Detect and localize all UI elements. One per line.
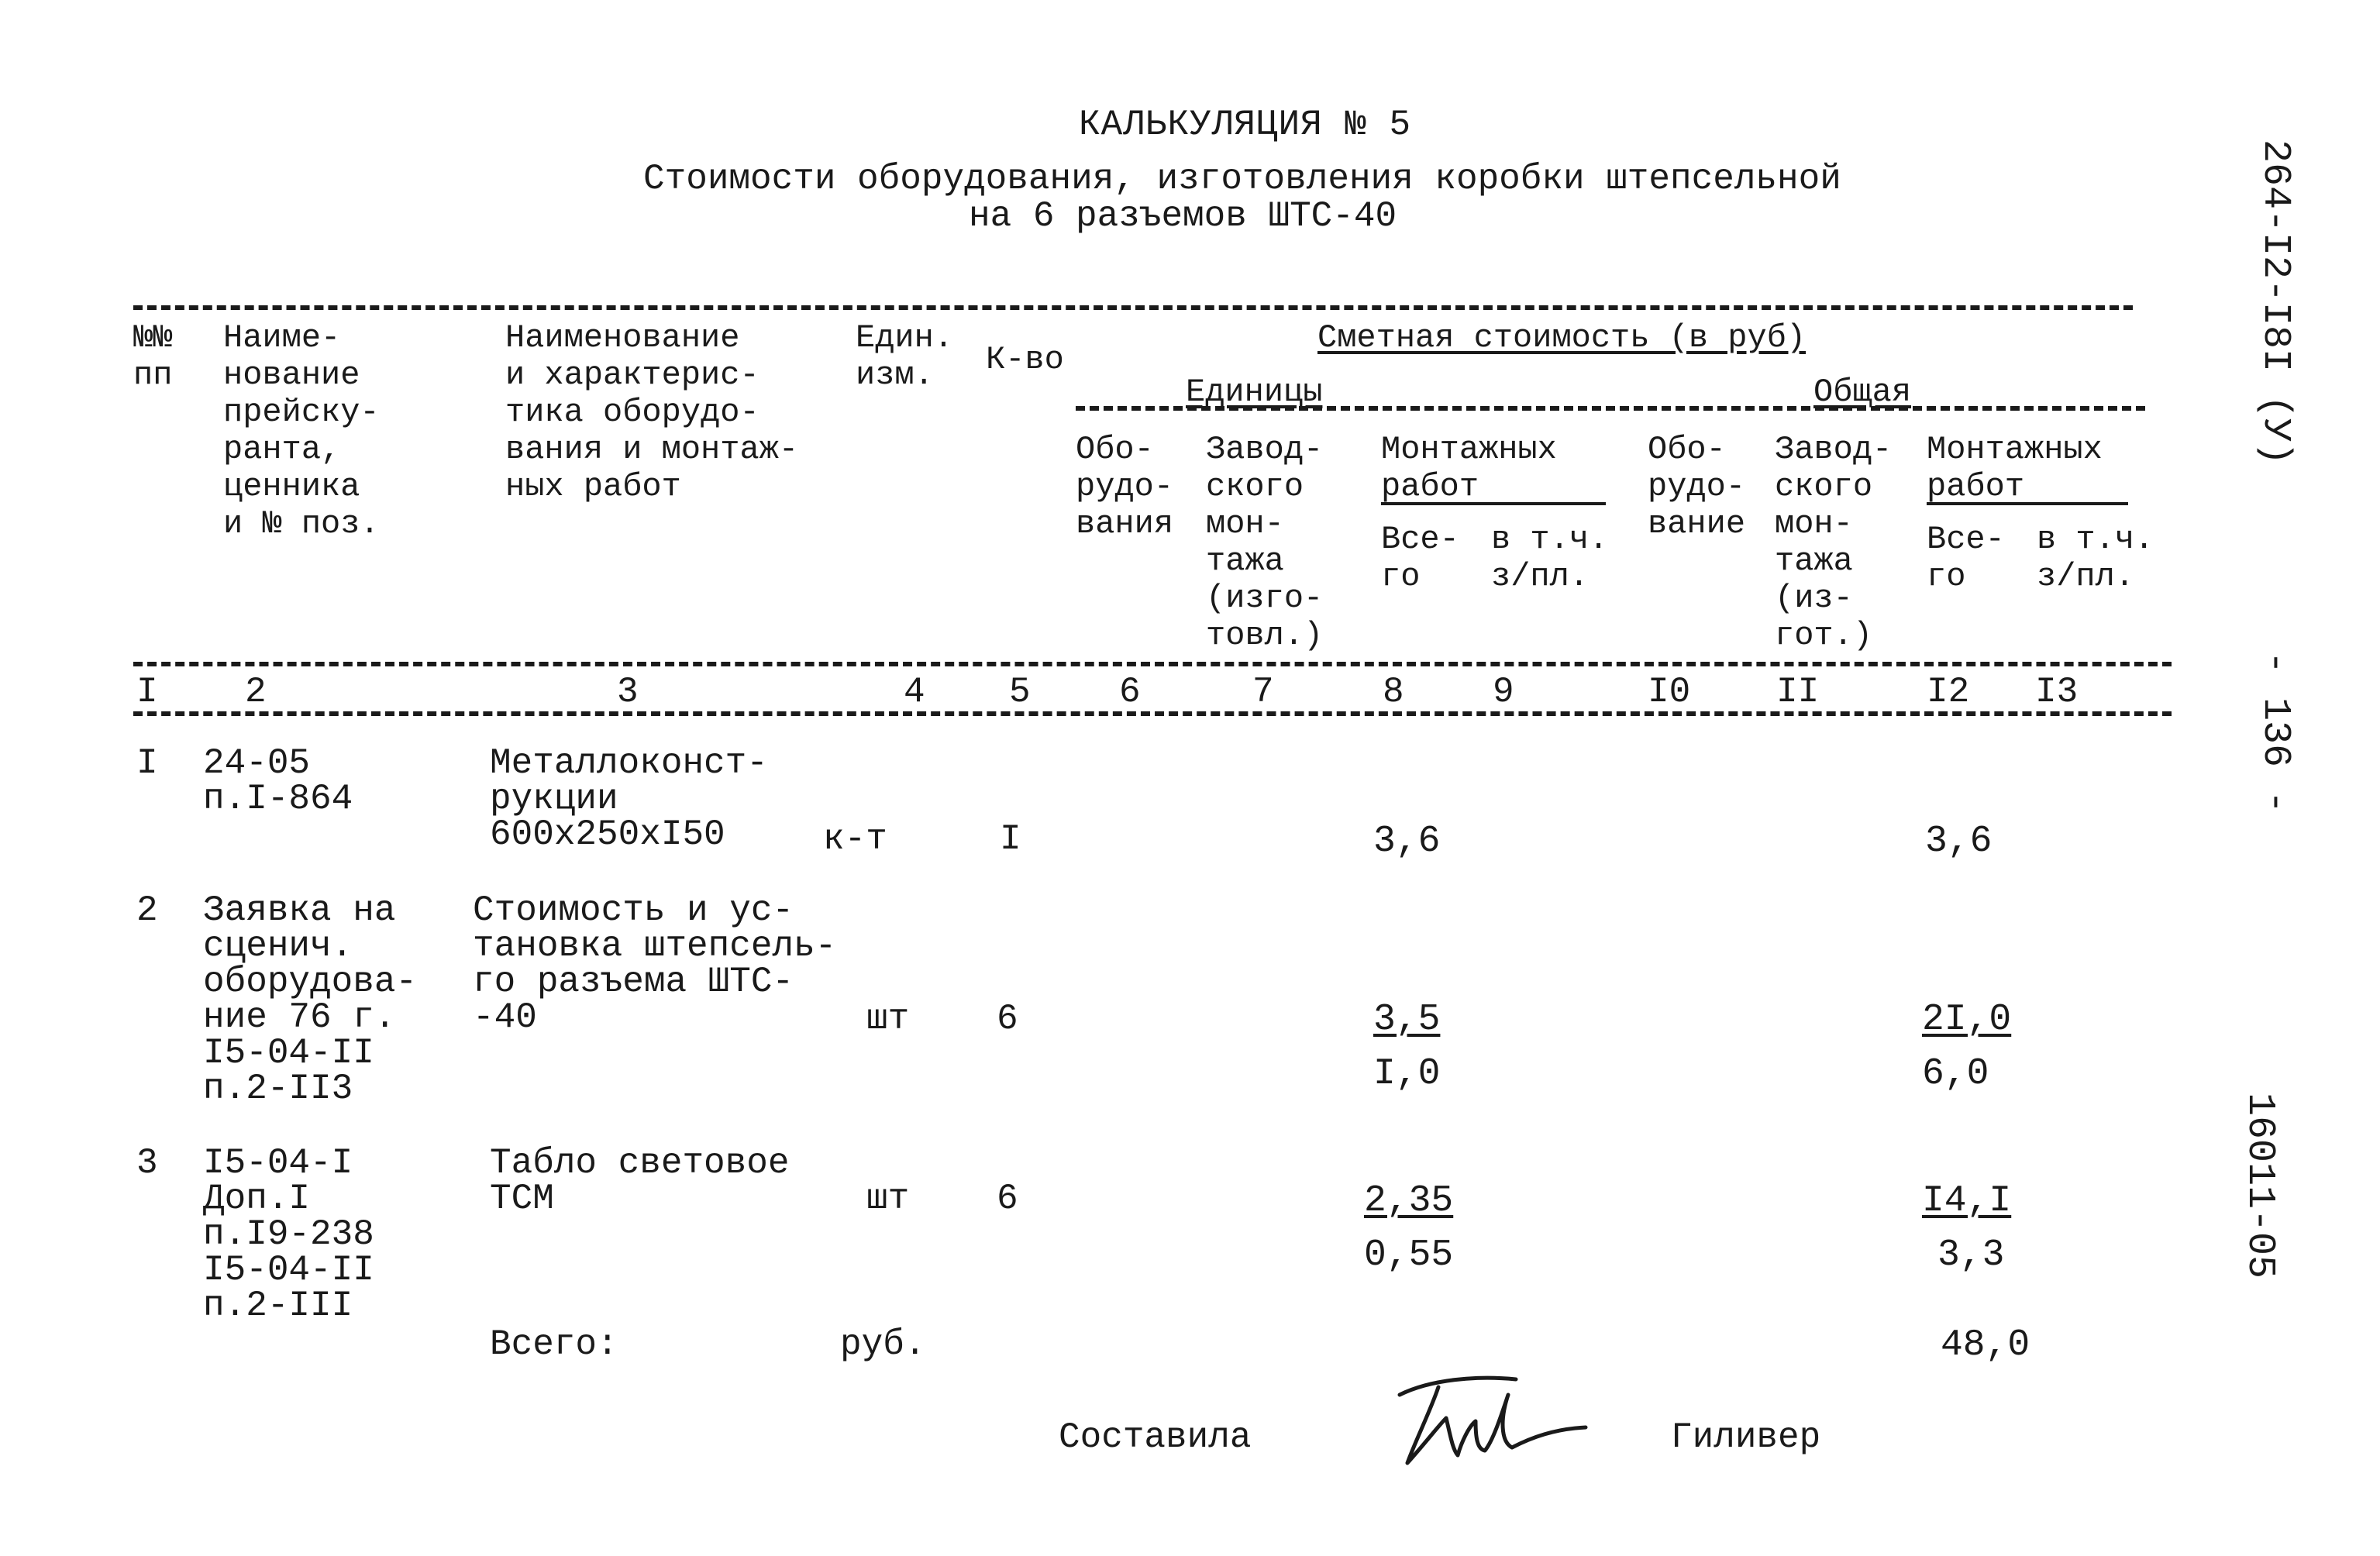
header-quantity: К-во	[986, 341, 1064, 378]
row-2-unit-install-wage: I,0	[1373, 1053, 1441, 1095]
column-number-11: II	[1776, 672, 1820, 712]
total-unit: руб.	[840, 1324, 926, 1365]
row-3-total-install-total: I4,I	[1922, 1180, 2012, 1222]
document-title: КАЛЬКУЛЯЦИЯ № 5	[1079, 105, 1412, 145]
side-document-code: 264-I2-I8I (У)	[2253, 139, 2297, 466]
row-3-unit-install-wage: 0,55	[1364, 1234, 1454, 1276]
row-3-price-ref: I5-04-I Доп.I п.I9-238 I5-04-II п.2-III	[203, 1143, 374, 1326]
row-1-number: I	[136, 743, 158, 783]
column-number-7: 7	[1252, 672, 1274, 712]
total-value: 48,0	[1941, 1324, 2030, 1366]
row-3-total-install-wage: 3,3	[1937, 1234, 2005, 1276]
row-3-quantity: 6	[997, 1179, 1018, 1219]
header-unit-install-total: Все- го	[1381, 521, 1459, 595]
column-number-12: I2	[1927, 672, 1970, 712]
row-2-quantity: 6	[997, 999, 1018, 1039]
column-number-13: I3	[2035, 672, 2079, 712]
row-2-total-install-total: 2I,0	[1922, 999, 2012, 1041]
column-number-9: 9	[1493, 672, 1514, 712]
signature	[1384, 1364, 1617, 1472]
header-total-equipment: Обо- рудо- вание	[1648, 431, 1746, 542]
column-number-2: 2	[245, 672, 267, 712]
header-unit: Един. изм.	[856, 319, 954, 394]
row-3-unit-install-total: 2,35	[1364, 1180, 1454, 1222]
row-2-number: 2	[136, 890, 158, 931]
row-2-unit: шт	[866, 999, 910, 1039]
header-total-install-wage: в т.ч. з/пл.	[2037, 521, 2154, 595]
row-1-price-ref: 24-05 п.I-864	[203, 743, 353, 819]
column-number-3: 3	[617, 672, 639, 712]
header-description: Наименование и характерис- тика оборудо- вания и монтаж- ных работ	[505, 319, 799, 505]
row-1-unit: к-т	[823, 819, 887, 859]
column-number-4: 4	[904, 672, 925, 712]
row-2-total-install-wage: 6,0	[1922, 1053, 1989, 1095]
column-number-10: I0	[1648, 672, 1691, 712]
side-page-number: - 136 -	[2253, 651, 2297, 814]
header-price-list: Наиме- нование прейску- ранта, ценника и № поз.	[223, 319, 380, 542]
header-row-number: №№ пп	[133, 319, 173, 394]
row-1-total-install-total: 3,6	[1925, 821, 1993, 862]
header-unit-install: Монтажных работ	[1381, 431, 1557, 505]
header-bottom-rule	[133, 662, 2172, 666]
row-2-price-ref: Заявка на сценич. оборудова- ние 76 г. I5-04-II п.2-II3	[203, 890, 418, 1109]
column-number-5: 5	[1009, 672, 1031, 712]
row-3-number: 3	[136, 1143, 158, 1183]
row-1-description: Металлоконст- рукции 600х250хI50	[490, 743, 768, 855]
header-estimated-cost: Сметная стоимость (в руб)	[1317, 319, 1807, 356]
header-unit-factory: Завод- ского мон- тажа (изго- товл.)	[1206, 431, 1324, 654]
header-unit-install-wage: в т.ч. з/пл.	[1491, 521, 1609, 595]
header-total-install: Монтажных работ	[1927, 431, 2103, 505]
row-1-unit-install-total: 3,6	[1373, 821, 1441, 862]
column-number-8: 8	[1383, 672, 1404, 712]
row-2-description: Стоимость и ус- тановка штепсель- го разъема ШТС- -40	[473, 890, 837, 1038]
side-archive-number: 16011-05	[2237, 1093, 2282, 1279]
table-top-rule	[133, 305, 2133, 310]
row-3-description: Табло световое ТСМ	[490, 1143, 790, 1219]
column-number-6: 6	[1119, 672, 1141, 712]
document-subtitle-line1: Стоимости оборудования, изготовления коробки штепсельной	[643, 159, 1841, 199]
header-total-factory: Завод- ского мон- тажа (из- гот.)	[1775, 431, 1893, 654]
compiled-by-label: Составила	[1059, 1417, 1252, 1458]
row-1-quantity: I	[1000, 819, 1021, 859]
column-numbers-rule	[133, 711, 2172, 716]
compiled-by-name: Гиливер	[1671, 1417, 1821, 1458]
total-label: Всего:	[490, 1324, 618, 1365]
header-total-install-total: Все- го	[1927, 521, 2005, 595]
header-per-unit: Единицы	[1186, 374, 1323, 411]
header-total: Общая	[1813, 374, 1912, 411]
header-unit-equipment: Обо- рудо- вания	[1076, 431, 1174, 542]
column-number-1: I	[136, 672, 158, 712]
row-2-unit-install-total: 3,5	[1373, 999, 1441, 1041]
row-3-unit: шт	[866, 1179, 910, 1219]
document-subtitle-line2: на 6 разъемов ШТС-40	[969, 196, 1397, 236]
